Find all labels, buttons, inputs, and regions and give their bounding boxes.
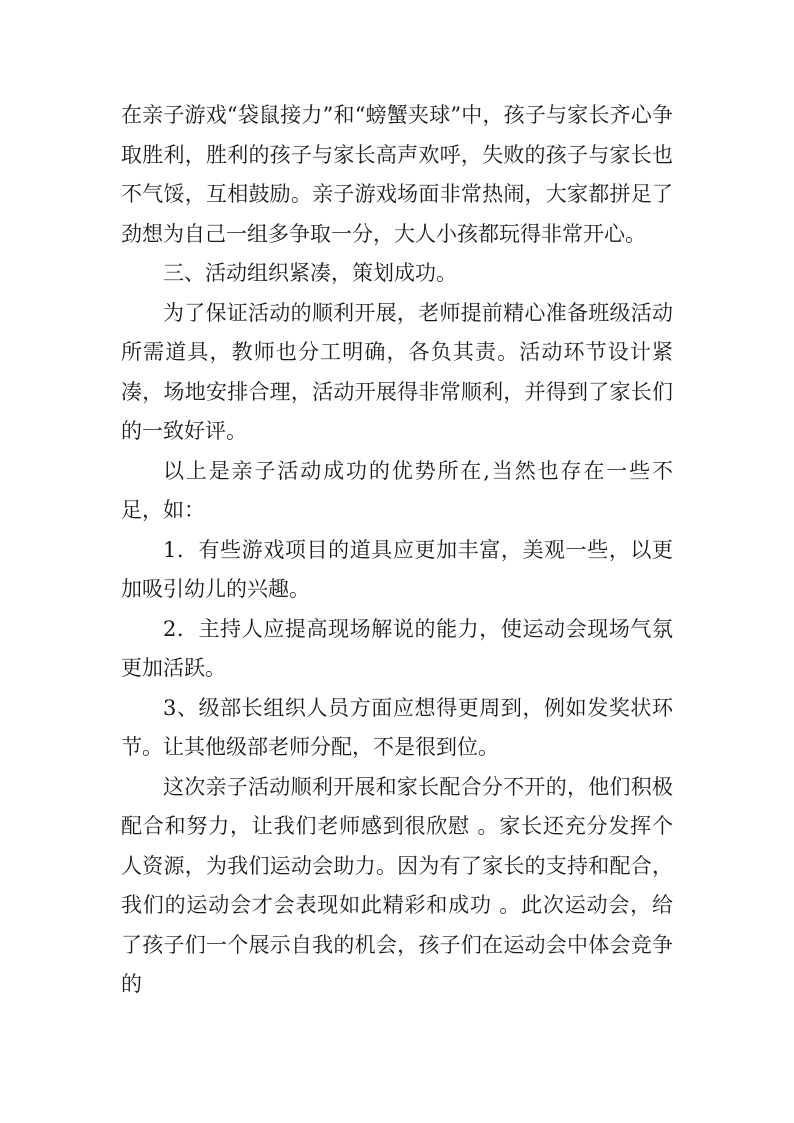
- paragraph-shortcomings-intro: 以上是亲子活动成功的优势所在,当然也存在一些不足，如：: [121, 458, 673, 522]
- list-item-host: 2．主持人应提高现场解说的能力，使运动会现场气氛更加活跃。: [121, 616, 673, 680]
- paragraph-parent-child-games: 在亲子游戏“袋鼠接力”和“螃蟹夹球”中，孩子与家长齐心争取胜利，胜利的孩子与家长高声欢呼，失败的孩子与家长也不气馁，互相鼓励。亲子游戏场面非常热闹，大家都拼足了劲想为自己一组多争取一分，大人小孩都玩得非常开心。: [121, 103, 673, 246]
- section-heading-organization: 三、活动组织紧凑，策划成功。: [163, 261, 457, 285]
- paragraph-preparation: 为了保证活动的顺利开展，老师提前精心准备班级活动所需道具，教师也分工明确，各负其责。活动环节设计紧凑，场地安排合理，活动开展得非常顺利，并得到了家长们的一致好评。: [121, 300, 673, 443]
- document-body: [121, 96, 673, 1005]
- list-item-staffing: 3、级部长组织人员方面应想得更周到，例如发奖状环节。让其他级部老师分配，不是很到位。: [121, 695, 673, 759]
- paragraph-parent-cooperation: 这次亲子活动顺利开展和家长配合分不开的，他们积极配合和努力，让我们老师感到很欣慰 。家长还充分发挥个人资源，为我们运动会助力。因为有了家长的支持和配合，我们的运动会才会表现如此精彩和成功 。此次运动会，给了孩子们一个展示自我的机会，孩子们在运动会中体会竞争的: [121, 774, 673, 996]
- list-item-props: 1．有些游戏项目的道具应更加丰富，美观一些，以更加吸引幼儿的兴趣。: [121, 537, 673, 601]
